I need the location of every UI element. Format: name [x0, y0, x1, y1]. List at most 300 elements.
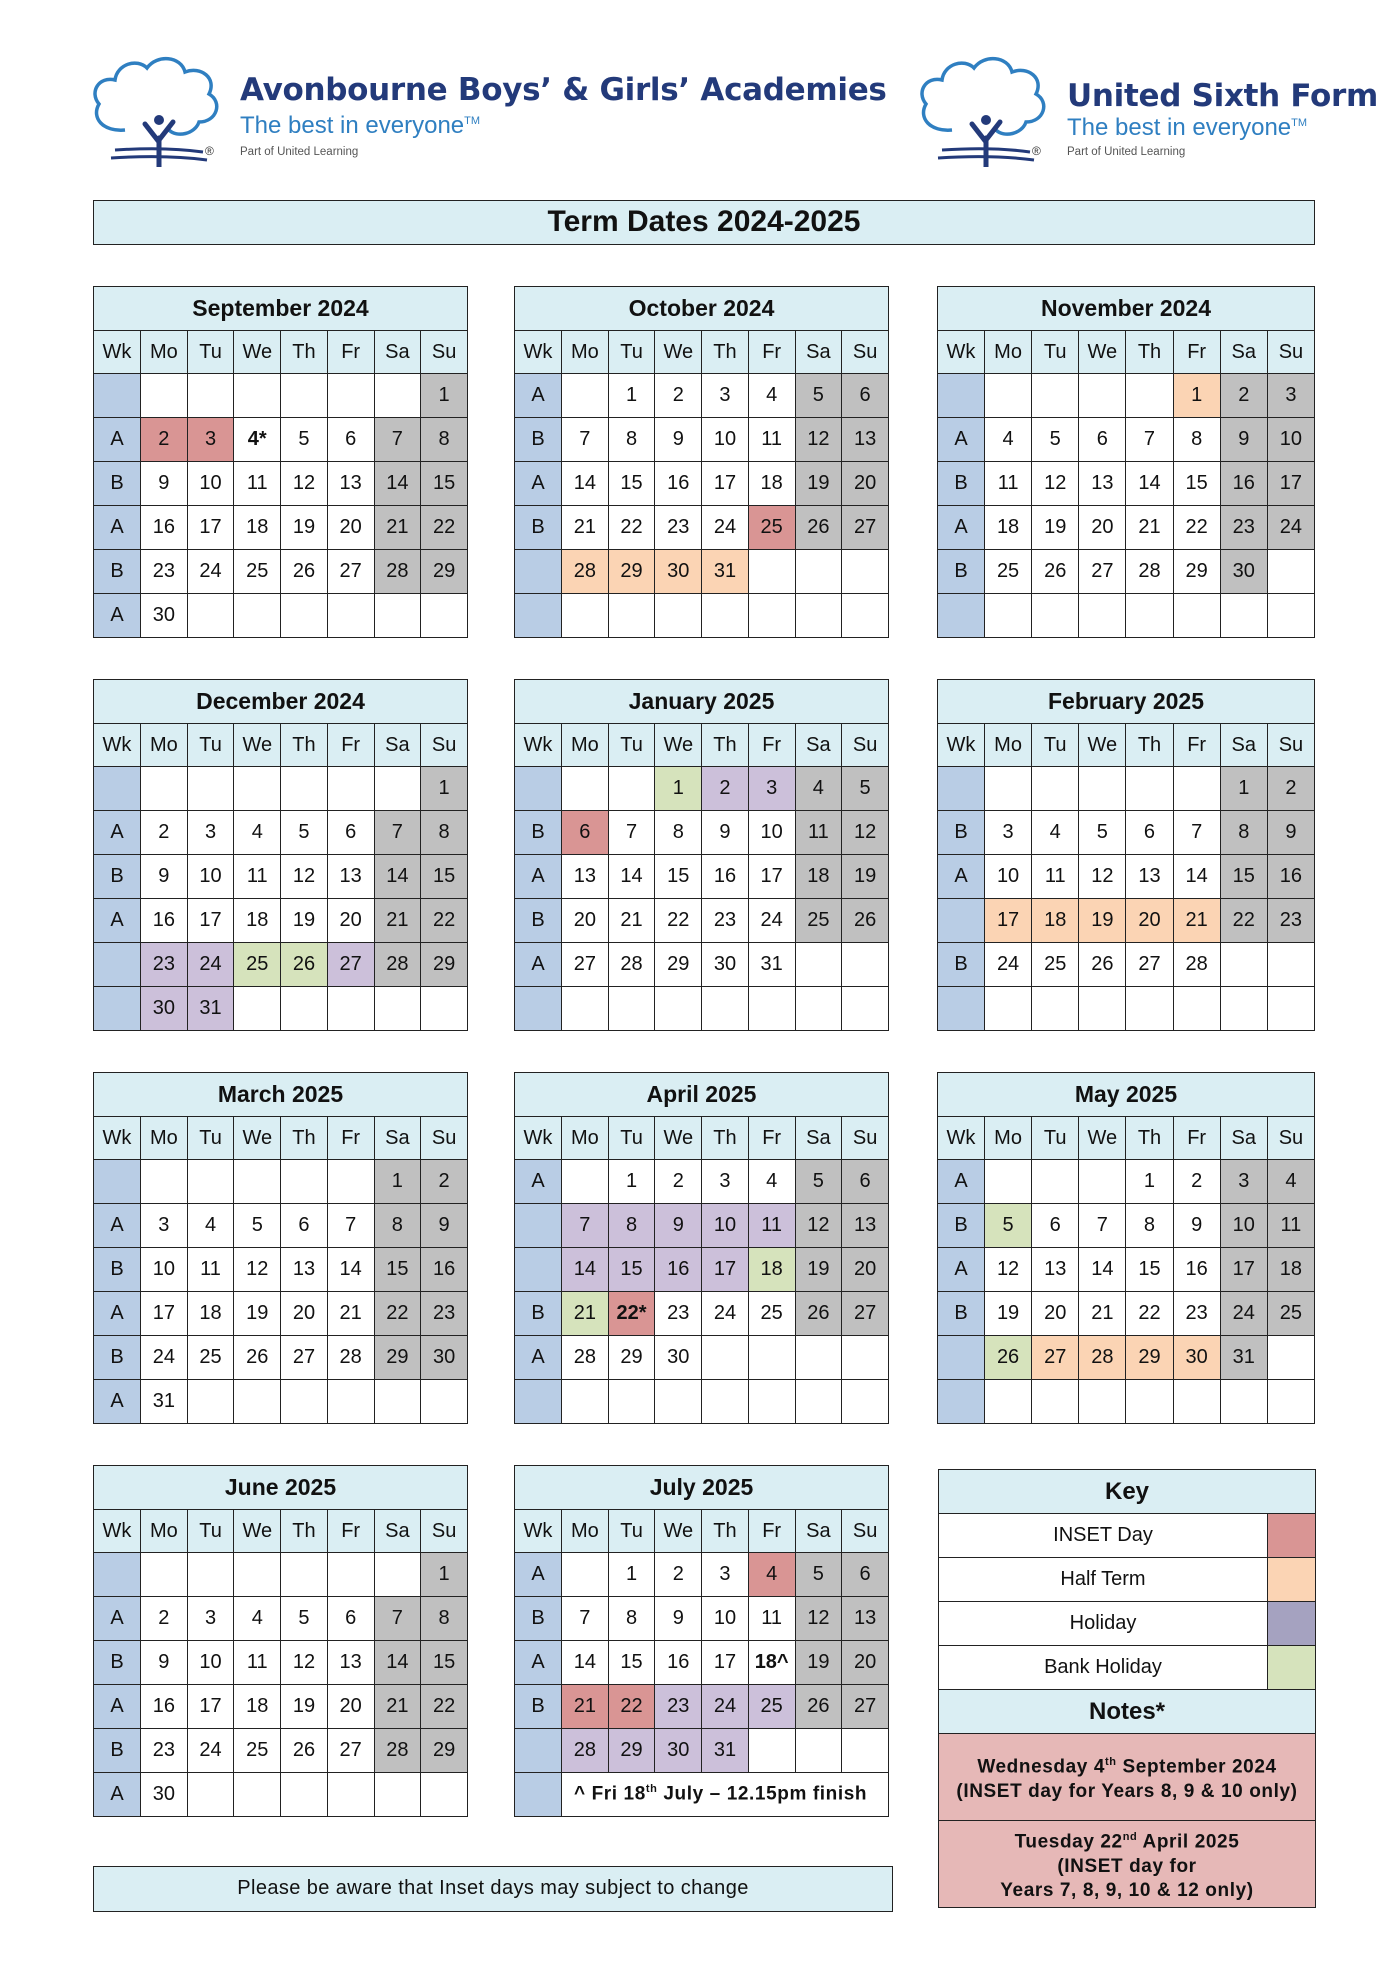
day-cell: 25 [187, 1336, 234, 1380]
logo-avonbourne [85, 52, 887, 167]
day-cell: 20 [562, 899, 609, 943]
day-cell: 31 [187, 987, 234, 1031]
month-calendar [937, 286, 1315, 638]
day-cell: 23 [702, 899, 749, 943]
day-cell: 16 [655, 1248, 702, 1292]
day-cell: 7 [1173, 811, 1220, 855]
empty-cell [608, 987, 655, 1031]
empty-cell [1079, 594, 1126, 638]
month-calendar [93, 1465, 468, 1817]
day-header: Sa [795, 1117, 842, 1160]
month-calendar [93, 286, 468, 638]
empty-cell [374, 1773, 421, 1817]
day-header: Tu [1032, 1117, 1079, 1160]
week-row [94, 1729, 468, 1773]
day-header: Tu [1032, 724, 1079, 767]
day-cell: 25 [748, 1292, 795, 1336]
week-letter [515, 767, 562, 811]
day-header: Mo [141, 331, 188, 374]
empty-cell [187, 767, 234, 811]
day-cell: 7 [374, 1597, 421, 1641]
week-row [515, 550, 889, 594]
day-cell: 27 [562, 943, 609, 987]
month-title: June 2025 [94, 1466, 468, 1510]
day-cell: 25 [748, 506, 795, 550]
day-cell: 17 [1267, 462, 1314, 506]
week-column-header: Wk [515, 724, 562, 767]
day-cell: 10 [748, 811, 795, 855]
day-cell: 21 [562, 1292, 609, 1336]
week-row [515, 811, 889, 855]
week-letter [515, 1773, 562, 1817]
empty-cell [1079, 1380, 1126, 1424]
day-cell: 17 [748, 855, 795, 899]
empty-cell [374, 1553, 421, 1597]
day-cell: 8 [608, 418, 655, 462]
empty-cell [1032, 767, 1079, 811]
week-letter: B [938, 1204, 985, 1248]
day-cell: 3 [1220, 1160, 1267, 1204]
day-cell: 21 [374, 506, 421, 550]
day-header: We [655, 1510, 702, 1553]
day-cell: 31 [702, 550, 749, 594]
key-swatch [1268, 1646, 1316, 1690]
empty-cell [842, 1336, 889, 1380]
week-row [938, 811, 1315, 855]
day-cell: 4* [234, 418, 281, 462]
day-header: Mo [562, 331, 609, 374]
day-header: We [655, 331, 702, 374]
week-letter [938, 1380, 985, 1424]
day-header: Sa [1220, 331, 1267, 374]
empty-cell [281, 594, 328, 638]
day-cell: 2 [141, 811, 188, 855]
week-row [94, 1160, 468, 1204]
empty-cell [374, 594, 421, 638]
day-cell: 18 [748, 462, 795, 506]
day-cell: 18 [234, 1685, 281, 1729]
empty-cell [327, 1160, 374, 1204]
empty-cell [608, 594, 655, 638]
day-cell: 3 [748, 767, 795, 811]
day-header: Fr [1173, 1117, 1220, 1160]
day-cell: 15 [655, 855, 702, 899]
day-header: Fr [327, 724, 374, 767]
day-cell: 11 [234, 462, 281, 506]
day-header: We [234, 724, 281, 767]
empty-cell [187, 594, 234, 638]
empty-cell [1267, 1380, 1314, 1424]
day-cell: 27 [842, 506, 889, 550]
empty-cell [842, 550, 889, 594]
empty-cell [1173, 594, 1220, 638]
day-header: We [655, 1117, 702, 1160]
empty-cell [1267, 550, 1314, 594]
day-cell: 27 [327, 943, 374, 987]
day-cell: 10 [141, 1248, 188, 1292]
day-cell: 30 [421, 1336, 468, 1380]
empty-cell [1126, 594, 1173, 638]
day-cell: 28 [327, 1336, 374, 1380]
day-cell: 24 [187, 550, 234, 594]
week-letter: B [515, 1292, 562, 1336]
day-header: Fr [748, 331, 795, 374]
empty-cell [795, 987, 842, 1031]
day-cell: 9 [655, 1597, 702, 1641]
week-row [938, 855, 1315, 899]
day-cell: 14 [374, 1641, 421, 1685]
day-cell: 11 [187, 1248, 234, 1292]
week-letter [938, 594, 985, 638]
empty-cell [327, 594, 374, 638]
week-letter [515, 1204, 562, 1248]
day-cell: 18 [985, 506, 1032, 550]
day-cell: 28 [1173, 943, 1220, 987]
day-cell: 7 [1079, 1204, 1126, 1248]
day-cell: 4 [187, 1204, 234, 1248]
day-header: We [1079, 331, 1126, 374]
week-letter [938, 374, 985, 418]
day-cell: 2 [1173, 1160, 1220, 1204]
key-panel [938, 1469, 1315, 1908]
day-cell: 30 [141, 594, 188, 638]
day-header: Fr [327, 1117, 374, 1160]
week-row [938, 1380, 1315, 1424]
week-row [515, 1292, 889, 1336]
key-swatch [1268, 1602, 1316, 1646]
day-cell: 27 [1032, 1336, 1079, 1380]
week-letter: B [94, 1641, 141, 1685]
week-letter: A [94, 1685, 141, 1729]
empty-cell [842, 1380, 889, 1424]
empty-cell [1173, 1380, 1220, 1424]
day-cell: 19 [281, 1685, 328, 1729]
week-row [94, 811, 468, 855]
day-cell: 28 [1126, 550, 1173, 594]
day-cell: 17 [187, 506, 234, 550]
day-header: Tu [608, 1510, 655, 1553]
day-cell: 4 [234, 1597, 281, 1641]
day-header: Mo [985, 1117, 1032, 1160]
empty-cell [748, 1729, 795, 1773]
key-item [939, 1646, 1316, 1690]
day-cell: 18 [234, 899, 281, 943]
day-cell: 1 [655, 767, 702, 811]
day-cell: 26 [795, 1292, 842, 1336]
day-cell: 23 [655, 506, 702, 550]
empty-cell [1126, 374, 1173, 418]
month-calendar [514, 1072, 889, 1424]
week-letter: B [94, 855, 141, 899]
month-title: November 2024 [938, 287, 1315, 331]
empty-cell [1267, 1336, 1314, 1380]
empty-cell [374, 767, 421, 811]
day-cell: 28 [374, 1729, 421, 1773]
empty-cell [1079, 987, 1126, 1031]
empty-cell [421, 1380, 468, 1424]
empty-cell [748, 987, 795, 1031]
day-header: We [234, 331, 281, 374]
day-header: Sa [374, 1117, 421, 1160]
empty-cell [234, 987, 281, 1031]
empty-cell [795, 1729, 842, 1773]
day-cell: 6 [562, 811, 609, 855]
day-cell: 8 [608, 1597, 655, 1641]
week-letter [515, 1729, 562, 1773]
day-cell: 20 [1079, 506, 1126, 550]
day-cell: 7 [562, 418, 609, 462]
empty-cell [234, 374, 281, 418]
week-letter: A [515, 1553, 562, 1597]
day-cell: 22 [421, 899, 468, 943]
day-cell: 1 [608, 374, 655, 418]
empty-cell [374, 1380, 421, 1424]
day-cell: 3 [187, 811, 234, 855]
week-letter: B [515, 1597, 562, 1641]
day-cell: 2 [655, 1160, 702, 1204]
day-cell: 17 [187, 899, 234, 943]
day-cell: 4 [748, 1553, 795, 1597]
week-row [515, 1597, 889, 1641]
day-cell: 10 [1267, 418, 1314, 462]
day-cell: 14 [1173, 855, 1220, 899]
day-cell: 17 [187, 1685, 234, 1729]
day-cell: 5 [795, 1553, 842, 1597]
day-cell: 25 [1267, 1292, 1314, 1336]
day-header: Sa [795, 724, 842, 767]
day-cell: 13 [842, 1597, 889, 1641]
week-row [515, 594, 889, 638]
day-cell: 2 [141, 418, 188, 462]
day-cell: 7 [562, 1597, 609, 1641]
day-cell: 26 [1079, 943, 1126, 987]
month-title: July 2025 [515, 1466, 889, 1510]
week-column-header: Wk [938, 331, 985, 374]
day-cell: 1 [421, 374, 468, 418]
week-row [515, 418, 889, 462]
week-letter: A [515, 943, 562, 987]
day-cell: 13 [281, 1248, 328, 1292]
week-column-header: Wk [94, 1510, 141, 1553]
day-cell: 6 [327, 418, 374, 462]
brand-name: United Sixth Form [1067, 78, 1379, 114]
day-header: Tu [187, 331, 234, 374]
day-cell: 11 [234, 855, 281, 899]
day-header: Mo [562, 724, 609, 767]
empty-cell [562, 374, 609, 418]
week-letter: B [938, 462, 985, 506]
day-cell: 9 [655, 418, 702, 462]
day-header: Su [421, 1510, 468, 1553]
day-cell: 9 [141, 855, 188, 899]
week-column-header: Wk [515, 1117, 562, 1160]
day-cell: 4 [748, 1160, 795, 1204]
week-column-header: Wk [515, 1510, 562, 1553]
day-cell: 23 [141, 943, 188, 987]
day-header: Sa [795, 331, 842, 374]
empty-cell [608, 767, 655, 811]
day-cell: 17 [702, 1248, 749, 1292]
day-header: Fr [327, 331, 374, 374]
day-cell: 6 [327, 811, 374, 855]
day-cell: 16 [702, 855, 749, 899]
day-cell: 10 [702, 418, 749, 462]
day-cell: 26 [985, 1336, 1032, 1380]
empty-cell [985, 987, 1032, 1031]
day-cell: 5 [281, 1597, 328, 1641]
day-cell: 9 [1267, 811, 1314, 855]
day-cell: 12 [281, 855, 328, 899]
day-cell: 17 [141, 1292, 188, 1336]
day-cell: 15 [1126, 1248, 1173, 1292]
empty-cell [1173, 987, 1220, 1031]
empty-cell [702, 987, 749, 1031]
week-row [938, 943, 1315, 987]
key-label: Half Term [939, 1558, 1268, 1602]
day-cell: 13 [842, 418, 889, 462]
day-cell: 28 [562, 1729, 609, 1773]
day-cell: 22 [608, 1685, 655, 1729]
day-cell: 20 [1032, 1292, 1079, 1336]
empty-cell [281, 374, 328, 418]
week-column-header: Wk [515, 331, 562, 374]
day-cell: 14 [562, 1641, 609, 1685]
week-letter: A [515, 462, 562, 506]
day-cell: 25 [748, 1685, 795, 1729]
day-cell: 24 [187, 943, 234, 987]
day-cell: 3 [702, 1553, 749, 1597]
day-cell: 24 [141, 1336, 188, 1380]
week-letter: A [94, 1597, 141, 1641]
week-row [515, 943, 889, 987]
day-cell: 12 [795, 1597, 842, 1641]
day-cell: 18 [795, 855, 842, 899]
empty-cell [421, 1773, 468, 1817]
day-cell: 2 [655, 1553, 702, 1597]
day-cell: 19 [795, 1248, 842, 1292]
day-header: Tu [187, 724, 234, 767]
day-cell: 9 [702, 811, 749, 855]
day-cell: 17 [1220, 1248, 1267, 1292]
day-cell: 19 [1079, 899, 1126, 943]
month-title: January 2025 [515, 680, 889, 724]
day-cell: 8 [374, 1204, 421, 1248]
day-cell: 28 [374, 550, 421, 594]
day-cell: 31 [702, 1729, 749, 1773]
day-header: Th [281, 1117, 328, 1160]
day-cell: 12 [842, 811, 889, 855]
day-cell: 8 [421, 1597, 468, 1641]
empty-cell [1267, 594, 1314, 638]
day-header: Mo [985, 331, 1032, 374]
day-cell: 9 [141, 1641, 188, 1685]
day-cell: 25 [985, 550, 1032, 594]
day-cell: 15 [1173, 462, 1220, 506]
key-swatch [1268, 1514, 1316, 1558]
day-header: Mo [141, 1510, 188, 1553]
day-header: We [234, 1510, 281, 1553]
empty-cell [1220, 987, 1267, 1031]
week-row [94, 1641, 468, 1685]
empty-cell [1032, 594, 1079, 638]
empty-cell [748, 550, 795, 594]
day-header: Fr [1173, 724, 1220, 767]
week-row [938, 767, 1315, 811]
day-cell: 19 [795, 462, 842, 506]
day-header: Sa [374, 331, 421, 374]
day-cell: 24 [1267, 506, 1314, 550]
day-cell: 2 [655, 374, 702, 418]
week-row [94, 1336, 468, 1380]
day-cell: 14 [562, 462, 609, 506]
day-cell: 1 [421, 767, 468, 811]
day-cell: 29 [421, 943, 468, 987]
empty-cell [141, 1553, 188, 1597]
day-cell: 23 [1220, 506, 1267, 550]
day-cell: 1 [1220, 767, 1267, 811]
day-cell: 28 [562, 1336, 609, 1380]
day-cell: 5 [1079, 811, 1126, 855]
day-cell: 13 [842, 1204, 889, 1248]
key-item [939, 1558, 1316, 1602]
week-column-header: Wk [94, 1117, 141, 1160]
day-cell: 8 [421, 811, 468, 855]
day-cell: 22 [1126, 1292, 1173, 1336]
day-cell: 13 [1126, 855, 1173, 899]
empty-cell [234, 1773, 281, 1817]
day-header: Sa [374, 724, 421, 767]
week-letter: B [515, 811, 562, 855]
day-header: Mo [562, 1117, 609, 1160]
day-cell: 24 [985, 943, 1032, 987]
day-header: Fr [1173, 331, 1220, 374]
day-cell: 30 [655, 550, 702, 594]
day-cell: 31 [141, 1380, 188, 1424]
empty-cell [281, 1773, 328, 1817]
day-cell: 1 [1126, 1160, 1173, 1204]
day-cell: 19 [281, 899, 328, 943]
empty-cell [187, 1773, 234, 1817]
day-cell: 10 [187, 855, 234, 899]
day-cell: 24 [1220, 1292, 1267, 1336]
week-row [938, 1248, 1315, 1292]
day-cell: 22 [1173, 506, 1220, 550]
day-cell: 1 [1173, 374, 1220, 418]
week-row [515, 1336, 889, 1380]
day-cell: 20 [1126, 899, 1173, 943]
week-row [515, 855, 889, 899]
day-cell: 16 [655, 462, 702, 506]
week-row [938, 899, 1315, 943]
day-cell: 29 [608, 550, 655, 594]
week-letter [94, 767, 141, 811]
day-cell: 11 [795, 811, 842, 855]
key-item [939, 1514, 1316, 1558]
day-cell: 25 [234, 1729, 281, 1773]
day-cell: 11 [1267, 1204, 1314, 1248]
empty-cell [985, 1380, 1032, 1424]
week-letter: B [94, 1729, 141, 1773]
week-row [938, 374, 1315, 418]
day-header: Tu [187, 1117, 234, 1160]
day-cell: 1 [421, 1553, 468, 1597]
day-cell: 1 [608, 1553, 655, 1597]
week-row [938, 506, 1315, 550]
week-letter: A [515, 374, 562, 418]
week-letter: B [938, 550, 985, 594]
day-cell: 25 [234, 550, 281, 594]
week-row [94, 1248, 468, 1292]
